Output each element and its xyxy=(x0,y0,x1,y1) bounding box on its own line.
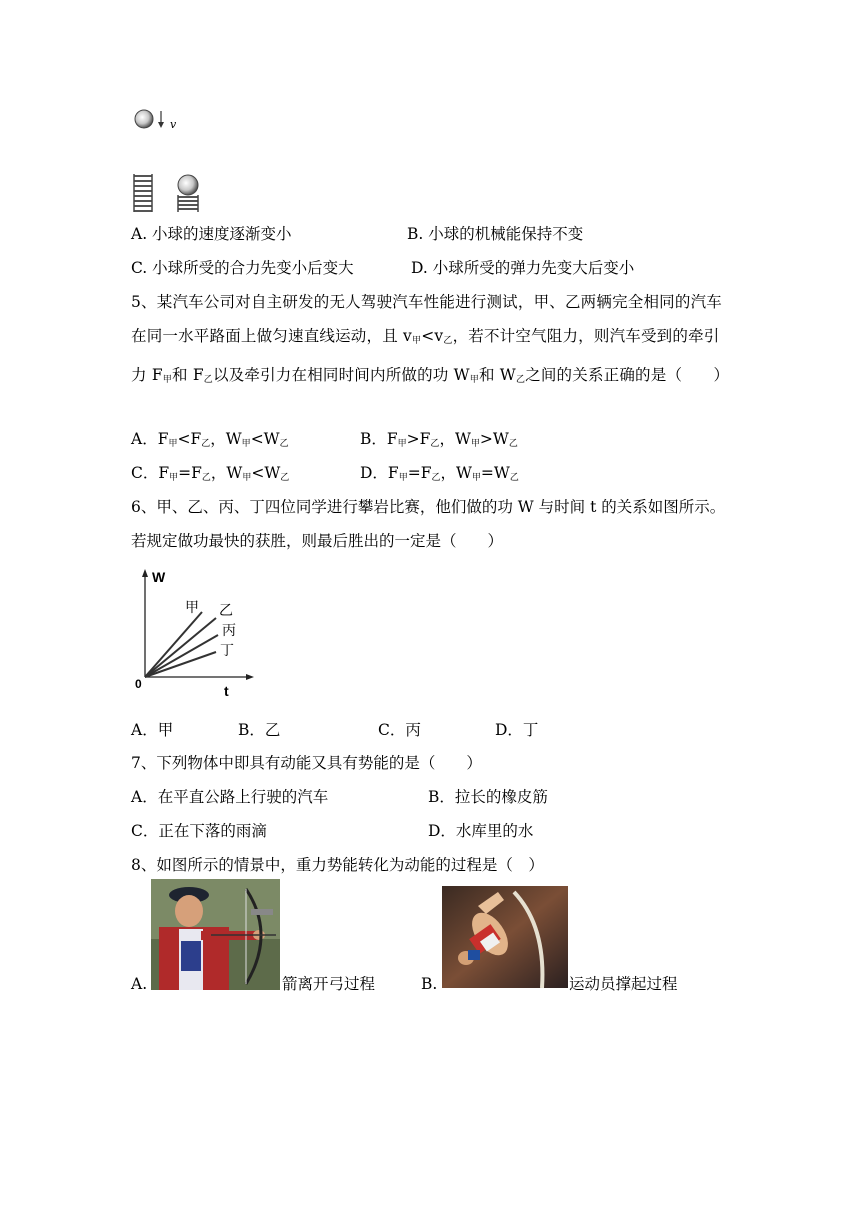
q5-stem: 5、某汽车公司对自主研发的无人驾驶汽车性能进行测试，甲、乙两辆完全相同的汽车在同一水平路面上做匀速直线运动，且 $v_甲<v_乙$，若不计空气阻力，则汽车受到的牵引力 $F_甲$和 $F_乙$以及牵引力在相同时间内所做的功 $W_甲$和 $W_乙$之间的关系正确的是（ ） xyxy=(131,293,730,385)
y-axis-label: W xyxy=(152,569,166,585)
q5-option-d: D．$F_甲=F_乙$，$W_甲=W_乙$ xyxy=(360,464,519,483)
q7-option-a: A．在平直公路上行驶的汽车 xyxy=(131,788,329,806)
label-ding: 丁 xyxy=(220,643,234,659)
q6-option-c: C．丙 xyxy=(378,721,421,739)
q6-option-a: A．甲 xyxy=(131,721,174,739)
q5-option-b: B．$F_甲>F_乙$，$W_甲>W_乙$ xyxy=(360,430,518,449)
q5-option-a: A．$F_甲<F_乙$，$W_甲<W_乙$ xyxy=(131,430,289,449)
falling-ball-figure xyxy=(130,108,190,134)
q4-option-d: D. 小球所受的弹力先变大后变小 xyxy=(411,259,635,277)
archer-photo xyxy=(151,879,280,990)
label-bing: 丙 xyxy=(222,623,236,639)
q8-option-a-letter: A. xyxy=(131,975,148,993)
x-axis-label: t xyxy=(224,683,229,699)
q4-option-c: C. 小球所受的合力先变小后变大 xyxy=(131,259,354,277)
q6-stem: 6、甲、乙、丙、丁四位同学进行攀岩比赛，他们做的功 W 与时间 t 的关系如图所示。若规定做功最快的获胜，则最后胜出的一定是（ ） xyxy=(131,498,726,550)
origin-label: 0 xyxy=(135,677,142,691)
q4-option-a: A. 小球的速度逐渐变小 xyxy=(131,225,292,243)
q5-option-c: C．$F_甲=F_乙$，$W_甲<W_乙$ xyxy=(131,464,290,483)
label-jia: 甲 xyxy=(185,600,199,616)
q8-option-a-caption: 箭离开弓过程 xyxy=(282,975,376,993)
q8-option-b-caption: 运动员撑起过程 xyxy=(569,975,678,993)
q6-option-b: B．乙 xyxy=(238,721,281,739)
q6-option-d: D．丁 xyxy=(495,721,539,739)
label-yi: 乙 xyxy=(219,603,233,619)
work-time-graph xyxy=(130,565,260,700)
line-yi xyxy=(145,618,216,677)
velocity-label: v xyxy=(170,118,177,131)
q7-stem: 7、下列物体中即具有动能又具有势能的是（ ） xyxy=(131,754,482,772)
q7-option-d: D．水库里的水 xyxy=(428,822,534,840)
spring-figure xyxy=(130,170,210,214)
q4-option-b: B. 小球的机械能保持不变 xyxy=(407,225,584,243)
q7-option-b: B．拉长的橡皮筋 xyxy=(428,788,548,806)
pole-vaulter-photo xyxy=(442,886,568,988)
q8-stem: 8、如图所示的情景中，重力势能转化为动能的过程是（ ） xyxy=(131,856,544,874)
q8-option-b-letter: B. xyxy=(421,975,438,993)
q7-option-c: C．正在下落的雨滴 xyxy=(131,822,267,840)
